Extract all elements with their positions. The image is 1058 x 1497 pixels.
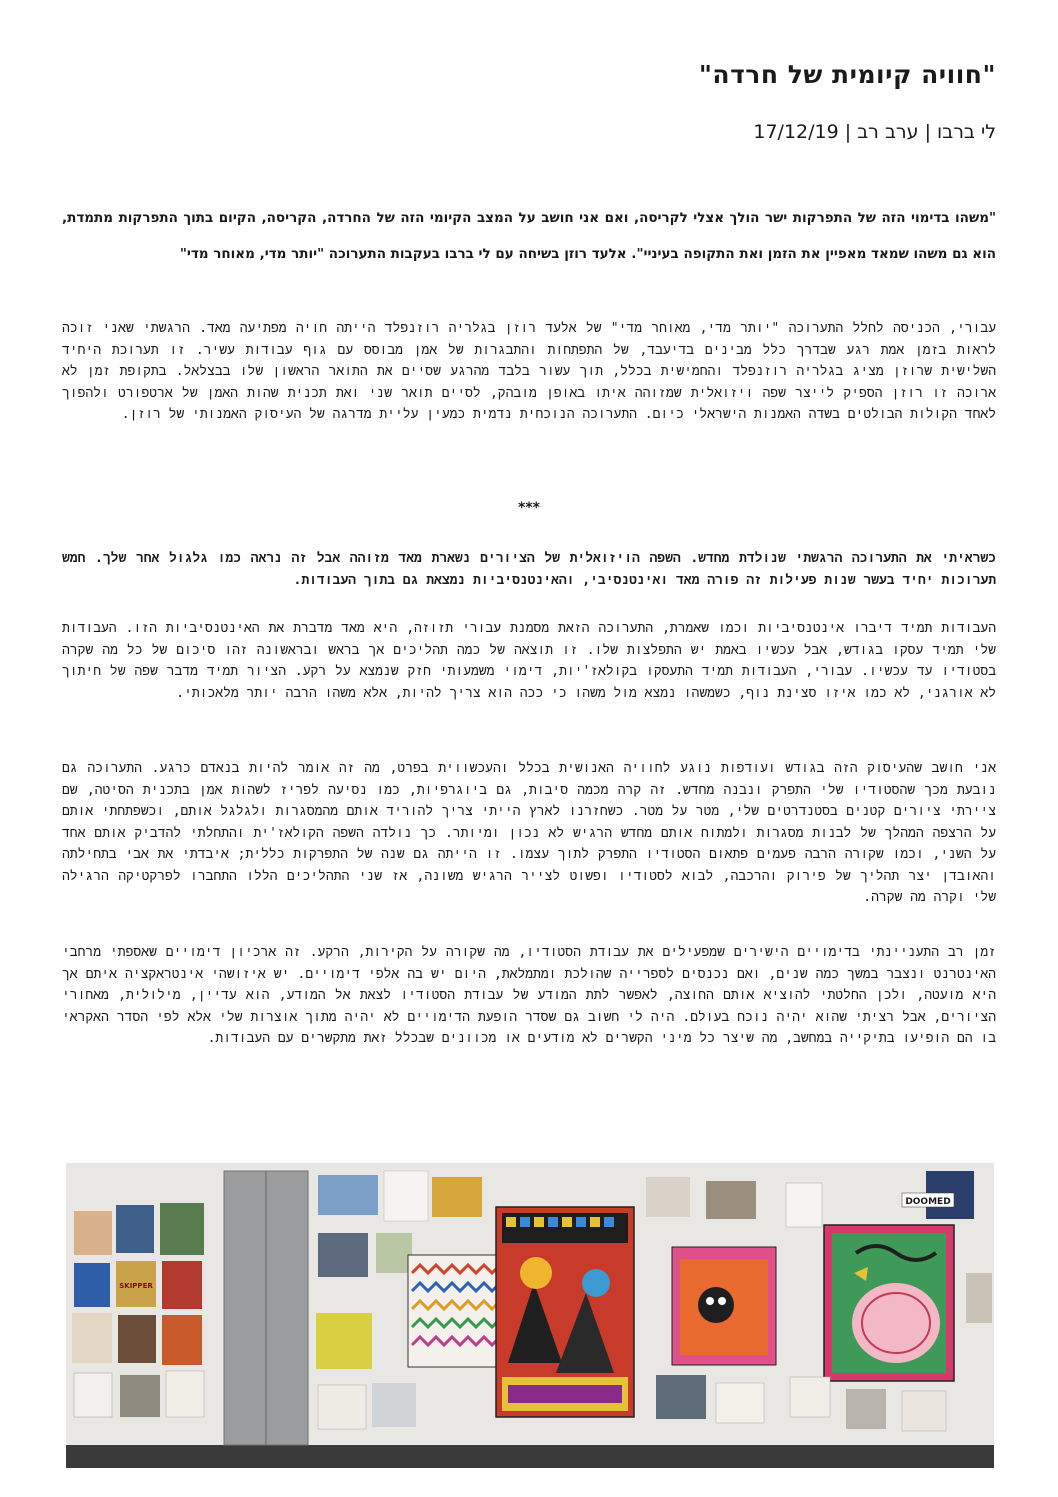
wall-sign: DOOMED	[905, 1197, 951, 1207]
poster	[74, 1373, 112, 1417]
article-title: "חוויה קיומית של חרדה"	[698, 60, 996, 89]
paragraph-answer-2: אני חושב שהעיסוק הזה בגודש ועודפות נוגע לחוויה האנושית בכלל והעכשווית בפרט, מה זה אומר להיות בנאדם כרגע. התערוכה גם נובעת מכך שהסטודיו שלי התפרק ונבנה מחדש. זה קרה מכמה סיבות, גם ביוגרפיות, כמו נסיעה לפריז לשהות אמן בתכנית הסיטה, שם ציירתי ציורים קטנים בסטנדרטים שלי, מטר על מטר. כשחזרנו לארץ הייתי צריך להוריד אותם מהמסגרות ולגלגל אותם, וכשפתחתי אותם על הרצפה המהלך של לבנות מסגרות ולמתוח אותם מחדש הרגיש לא נכון ומיותר. כך נולדה השפה הקולאז'ית והתחלתי להדביק אותם אחד על השני, וכמו שקורה הרבה פעמים פתאום הסטודיו התפרק לתוך עצמו. זו הייתה גם שנה של התפרקות כללית; איבדתי את אבי בתחילתה והאובדן יצר תהליך של פירוק והרכבה, לבוא לסטודיו ופשוט לצייר הרגיש משונה, אז שני התהליכים הללו התחברו לפרקטיקה הרגילה שלי וקרה מה שקרה.	[62, 761, 996, 905]
poster	[432, 1177, 482, 1217]
poster	[72, 1313, 112, 1363]
section-separator: ***	[518, 500, 540, 516]
poster	[160, 1203, 204, 1255]
poster	[162, 1261, 202, 1309]
article-lead: "משהו בדימוי הזה של התפרקות ישר הולך אצלי לקריסה, ואם אני חושב על המצב הקיומי הזה של החרדה, הקריסה, הקיום בתוך התפרקות מתמדת, הוא גם משהו שמאד מאפיין את הזמן ואת התקופה בעיניי". אלעד רוזן בשיחה עם לי ברבו בעקבות התערוכה "יותר מדי, מאוחר מדי"	[62, 210, 996, 262]
poster	[162, 1315, 202, 1365]
poster	[166, 1371, 204, 1417]
poster	[318, 1385, 366, 1429]
article-byline: לי ברבו | ערב רב | 17/12/19	[753, 121, 996, 143]
paragraph-answer-3: זמן רב התעניינתי בדימויים הישירים שמפעילים את עבודת הסטודיו, מה שקורה על הקירות, הרקע. זה ארכיון דימויים שאספתי מרחבי האינטרנט ונצבר במשך כמה שנים, ואם נכנסים לספרייה שהולכת ומתמלאת, היום יש בה אלפי דימויים. יש איזושהי אינטראקציה איתם אך היא מועטה, ולכן החלטתי להוציא אותם החוצה, לאפשר לתת המודע של עבודת הסטודיו לצאת אל המודע, הוא עדיין, מילולית, מאחורי הציורים, אבל רציתי שהוא יהיה נוכח בעולם. היה לי חשוב גם שסדר הופעת הדימויים לא יהיה מתוך אוצרות שלי אלא לפי הסדר האקראי בו הם הופיעו בתיקייה במחשב, מה שיצר כל מיני הקשרים לא מודעים או מכוונים שבכלל זאת מתקשרים עם העבודות.	[62, 945, 996, 1046]
poster	[120, 1375, 160, 1417]
poster	[376, 1233, 412, 1273]
poster	[372, 1383, 416, 1427]
poster	[318, 1175, 378, 1215]
paragraph-question: כשראיתי את התערוכה הרגשתי שנולדת מחדש. השפה הויזואלית של הציורים נשארת מאד מזוהה אבל זה נראה כמו גלגול אחר שלך. חמש תערוכות יחיד בעשר שנות פעילות זה פורה מאד ואינטנסיבי, והאינטנסיביות נמצאת גם בתוך העבודות.	[62, 551, 996, 588]
poster	[74, 1263, 110, 1307]
poster	[74, 1211, 112, 1255]
poster	[316, 1313, 372, 1369]
paragraph-intro: עבורי, הכניסה לחלל התערוכה "יותר מדי, מאוחר מדי" של אלעד רוזן בגלריה רוזנפלד הייתה חויה מפתיעה מאד. הרגשתי שאני זוכה לראות בזמן אמת רגע שבדרך כלל מבינים בדיעבד, של התפתחות והתבגרות של אמן מבוסס עם גוף עבודות עשיר. זו תערוכת היחיד השלישית שרוזן מציג בגלריה רוזנפלד והחמישית בכלל, תוך עשור בלבד מהרגע שסיים את התואר הראשון שלו בבצלאל. בתקופת זמן לא ארוכה זו רוזן הספיק לייצר שפה ויזואלית שמזוהה איתו באופן מובהק, לסיים תואר שני ואת תכנית שהות האמן של ארטפורט ולהפוך לאחד הקולות הבולטים בשדה האמנות הישראלי כיום. התערוכה הנוכחית נדמית כמעין עליית מדרגה של העיסוק האמנותי של רוזן.	[62, 321, 996, 422]
exhibition-photo	[66, 1163, 994, 1468]
paragraph-answer-1: העבודות תמיד דיברו אינטנסיביות וכמו שאמרת, התערוכה הזאת מסמנת עבורי תזוזה, היא מאד מדברת את האינטנסיביות הזו. העבודות שלי תמיד עסקו בגודש, אבל עכשיו באמת יש התפלצות שלו. זו תוצאה של כמה תהליכים אך בראש ובראשונה זהו סיכום של כל מה שקרה בסטודיו עד עכשיו. עבורי, העבודות תמיד התעסקו בקולאז'יות, דימוי משמעותי חזק שנמצא על רקע. הציור תמיד מדבר שפה של חיתוך לא אורגני, לא כמו איזו סצינת נוף, כשמשהו נמצא מול משהו כי ככה הוא צריך להיות, אלא משהו הרבה יותר מלאכותי.	[62, 621, 996, 701]
poster	[384, 1171, 428, 1221]
exhibition-photo-illustration	[66, 1163, 994, 1468]
poster	[116, 1205, 154, 1253]
gallery-floor	[66, 1445, 994, 1468]
poster	[118, 1315, 156, 1363]
poster	[318, 1233, 368, 1277]
poster-word: SKIPPER	[119, 1282, 153, 1290]
